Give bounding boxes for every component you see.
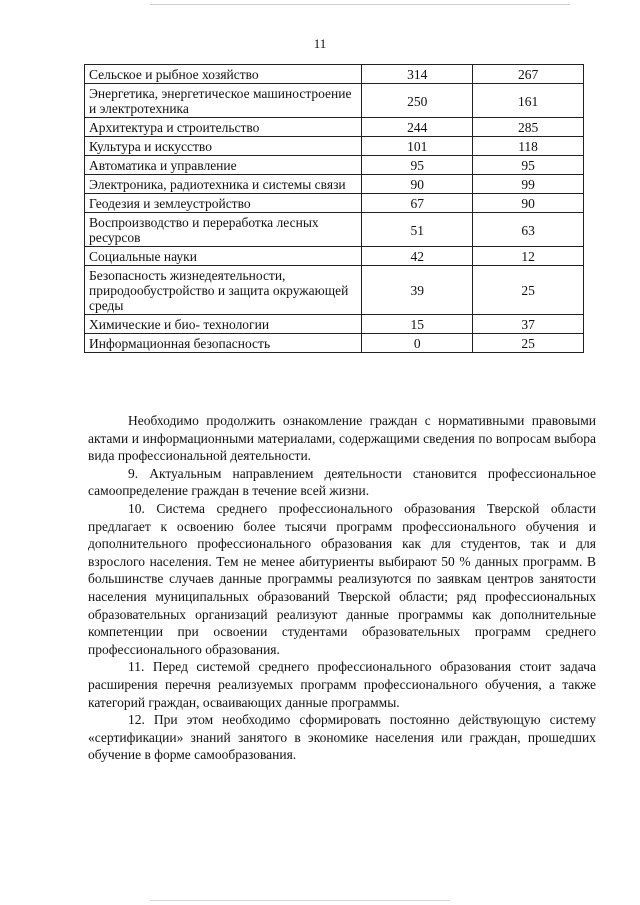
table-row	[85, 266, 584, 315]
paragraph-11: 11. Перед системой среднего профессионального образования стоит задача расширения перечня реализуемых программ профессионального обучения, а также категорий граждан, осваивающих данные программы.	[88, 659, 596, 710]
statistics-table	[84, 64, 584, 353]
row-value-1: 314	[362, 65, 473, 84]
row-name: Энергетика, энергетическое машиностроение и электротехника	[85, 84, 362, 118]
table-row	[85, 213, 584, 247]
row-name: Культура и искусство	[85, 137, 362, 156]
page-number: 11	[313, 36, 327, 51]
row-value-1: 51	[362, 213, 473, 247]
row-value-2: 118	[473, 137, 584, 156]
row-value-1: 95	[362, 156, 473, 175]
row-value-1: 90	[362, 175, 473, 194]
table-row	[85, 334, 584, 353]
table-row	[85, 194, 584, 213]
row-value-2: 25	[473, 266, 584, 315]
table-row	[85, 315, 584, 334]
table-row	[85, 118, 584, 137]
row-value-1: 244	[362, 118, 473, 137]
table-row	[85, 247, 584, 266]
table-row	[85, 137, 584, 156]
paragraph-12: 12. При этом необходимо сформировать постоянно действующую систему «сертификации» знаний занятого в экономике населения или граждан, прошедших обучение в форме самообразования.	[88, 712, 596, 763]
row-value-2: 25	[473, 334, 584, 353]
table-row	[85, 175, 584, 194]
row-value-1: 101	[362, 137, 473, 156]
row-value-1: 15	[362, 315, 473, 334]
row-name: Сельское и рыбное хозяйство	[85, 65, 362, 84]
row-value-1: 67	[362, 194, 473, 213]
row-value-2: 267	[473, 65, 584, 84]
row-value-2: 99	[473, 175, 584, 194]
row-value-1: 250	[362, 84, 473, 118]
row-value-2: 90	[473, 194, 584, 213]
row-value-1: 39	[362, 266, 473, 315]
row-value-2: 95	[473, 156, 584, 175]
row-value-2: 285	[473, 118, 584, 137]
row-name: Архитектура и строительство	[85, 118, 362, 137]
row-name: Автоматика и управление	[85, 156, 362, 175]
row-value-1: 42	[362, 247, 473, 266]
row-name: Химические и био- технологии	[85, 315, 362, 334]
row-name: Безопасность жизнедеятельности, природообустройство и защита окружающей среды	[85, 266, 362, 315]
row-value-1: 0	[362, 334, 473, 353]
row-name: Воспроизводство и переработка лесных ресурсов	[85, 213, 362, 247]
row-value-2: 12	[473, 247, 584, 266]
scan-artifact-line	[150, 4, 570, 5]
row-name: Геодезия и землеустройство	[85, 194, 362, 213]
row-name: Электроника, радиотехника и системы связи	[85, 175, 362, 194]
table-row	[85, 84, 584, 118]
body-text	[88, 412, 596, 764]
paragraph: Необходимо продолжить ознакомление граждан с нормативными правовыми актами и информационными материалами, содержащими сведения по вопросам выбора вида профессиональной деятельности.	[88, 413, 596, 464]
row-value-2: 161	[473, 84, 584, 118]
row-value-2: 37	[473, 315, 584, 334]
scan-artifact-line	[150, 900, 450, 901]
row-name: Информационная безопасность	[85, 334, 362, 353]
paragraph-10: 10. Система среднего профессионального образования Тверской области предлагает к освоению более тысячи программ профессионального обучения и дополнительного профессионального образования как для студентов, так и для взрослого населения. Тем не менее абитуриенты выбирают 50 % данных программ. В большинстве случаев данные программы реализуются по заявкам центров занятости населения муниципальных образований Тверской области; ряд профессиональных образовательных организаций реализуют данные программы как дополнительные компетенции при освоении студентами образовательных программ среднего профессионального образования.	[88, 500, 596, 657]
row-name: Социальные науки	[85, 247, 362, 266]
table-row	[85, 65, 584, 84]
table-row	[85, 156, 584, 175]
paragraph-9: 9. Актуальным направлением деятельности становится профессиональное самоопределение граждан в течение всей жизни.	[88, 465, 596, 499]
row-value-2: 63	[473, 213, 584, 247]
